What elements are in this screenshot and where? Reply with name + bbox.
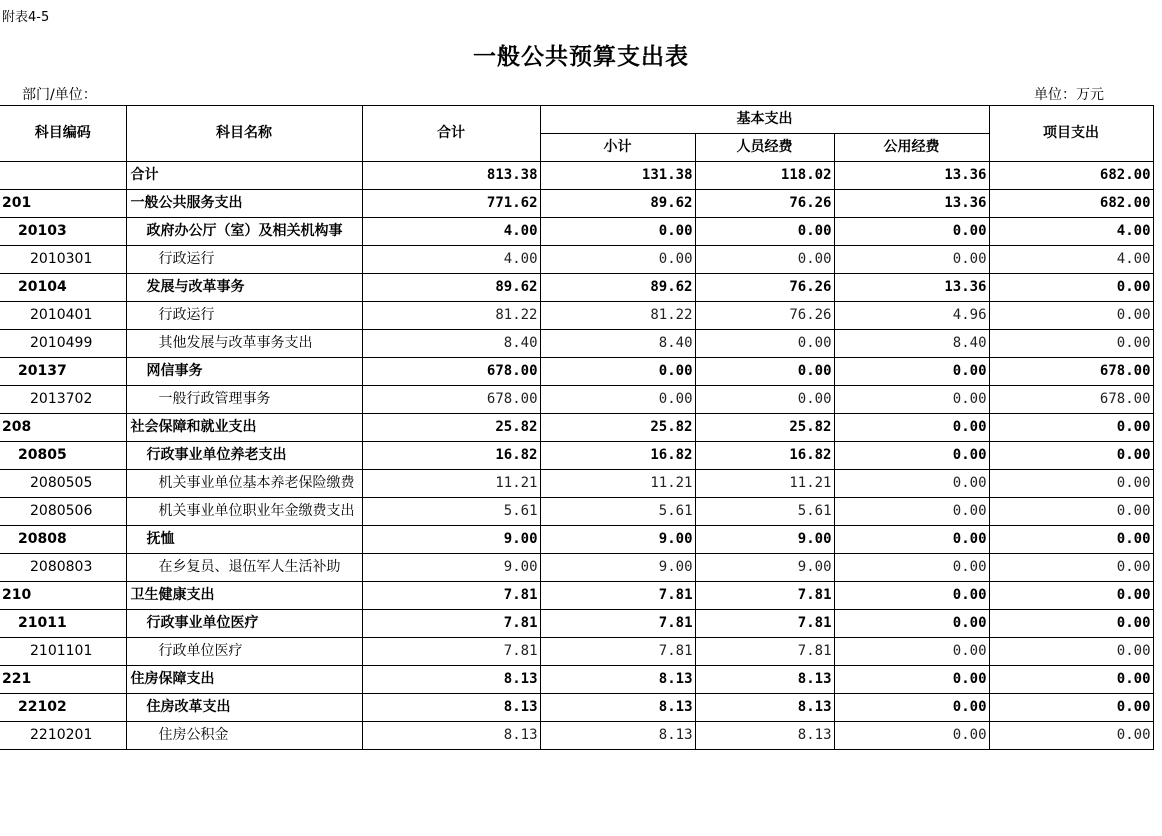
table-row (0, 526, 1153, 554)
cell-subtotal: 0.00 (540, 218, 695, 246)
cell-total: 813.38 (362, 162, 540, 190)
cell-personnel: 76.26 (695, 274, 834, 302)
cell-project: 682.00 (989, 190, 1153, 218)
cell-personnel: 8.13 (695, 694, 834, 722)
cell-public: 0.00 (834, 638, 989, 666)
table-row (0, 330, 1153, 358)
cell-project: 0.00 (989, 330, 1153, 358)
header-public: 公用经费 (834, 134, 989, 162)
table-body (0, 162, 1153, 750)
cell-total: 7.81 (362, 582, 540, 610)
cell-code: 20104 (0, 274, 126, 302)
cell-project: 678.00 (989, 386, 1153, 414)
cell-name: 一般行政管理事务 (126, 386, 362, 414)
cell-total: 4.00 (362, 218, 540, 246)
cell-subtotal: 25.82 (540, 414, 695, 442)
cell-subtotal: 7.81 (540, 582, 695, 610)
cell-project: 0.00 (989, 302, 1153, 330)
cell-project: 0.00 (989, 722, 1153, 750)
cell-personnel: 118.02 (695, 162, 834, 190)
header-total: 合计 (362, 106, 540, 162)
cell-name: 在乡复员、退伍军人生活补助 (126, 554, 362, 582)
cell-name: 行政事业单位养老支出 (126, 442, 362, 470)
cell-code: 210 (0, 582, 126, 610)
cell-total: 7.81 (362, 610, 540, 638)
cell-subtotal: 131.38 (540, 162, 695, 190)
cell-public: 0.00 (834, 554, 989, 582)
cell-code: 2010401 (0, 302, 126, 330)
cell-total: 4.00 (362, 246, 540, 274)
cell-public: 0.00 (834, 386, 989, 414)
table-row (0, 666, 1153, 694)
cell-public: 0.00 (834, 694, 989, 722)
cell-total: 8.13 (362, 722, 540, 750)
cell-name: 其他发展与改革事务支出 (126, 330, 362, 358)
cell-project: 0.00 (989, 414, 1153, 442)
table-row (0, 442, 1153, 470)
cell-total: 81.22 (362, 302, 540, 330)
cell-name: 住房改革支出 (126, 694, 362, 722)
cell-personnel: 76.26 (695, 302, 834, 330)
table-row (0, 498, 1153, 526)
cell-personnel: 7.81 (695, 582, 834, 610)
cell-project: 678.00 (989, 358, 1153, 386)
cell-subtotal: 9.00 (540, 554, 695, 582)
cell-subtotal: 11.21 (540, 470, 695, 498)
cell-subtotal: 89.62 (540, 190, 695, 218)
cell-personnel: 0.00 (695, 386, 834, 414)
dept-label: 部门/单位： (22, 87, 97, 103)
cell-name: 行政运行 (126, 302, 362, 330)
cell-subtotal: 9.00 (540, 526, 695, 554)
cell-public: 8.40 (834, 330, 989, 358)
cell-project: 682.00 (989, 162, 1153, 190)
cell-personnel: 9.00 (695, 526, 834, 554)
cell-total: 678.00 (362, 386, 540, 414)
cell-public: 13.36 (834, 274, 989, 302)
cell-subtotal: 0.00 (540, 358, 695, 386)
table-row (0, 554, 1153, 582)
cell-project: 0.00 (989, 610, 1153, 638)
cell-total: 678.00 (362, 358, 540, 386)
cell-subtotal: 81.22 (540, 302, 695, 330)
budget-table (0, 105, 1154, 750)
cell-project: 0.00 (989, 526, 1153, 554)
cell-subtotal: 7.81 (540, 638, 695, 666)
cell-public: 4.96 (834, 302, 989, 330)
cell-name: 机关事业单位基本养老保险缴费 (126, 470, 362, 498)
cell-personnel: 0.00 (695, 358, 834, 386)
cell-project: 0.00 (989, 694, 1153, 722)
cell-code: 2010499 (0, 330, 126, 358)
cell-code: 21011 (0, 610, 126, 638)
cell-total: 16.82 (362, 442, 540, 470)
cell-total: 11.21 (362, 470, 540, 498)
table-row (0, 358, 1153, 386)
cell-public: 0.00 (834, 442, 989, 470)
cell-subtotal: 8.40 (540, 330, 695, 358)
cell-name: 合计 (126, 162, 362, 190)
cell-subtotal: 7.81 (540, 610, 695, 638)
table-row (0, 190, 1153, 218)
cell-project: 0.00 (989, 274, 1153, 302)
cell-code: 20103 (0, 218, 126, 246)
table-row (0, 582, 1153, 610)
cell-code: 2013702 (0, 386, 126, 414)
cell-name: 住房保障支出 (126, 666, 362, 694)
header-personnel: 人员经费 (695, 134, 834, 162)
cell-subtotal: 16.82 (540, 442, 695, 470)
cell-subtotal: 8.13 (540, 722, 695, 750)
cell-personnel: 5.61 (695, 498, 834, 526)
cell-name: 发展与改革事务 (126, 274, 362, 302)
cell-subtotal: 89.62 (540, 274, 695, 302)
table-row (0, 162, 1153, 190)
table-row (0, 722, 1153, 750)
table-row (0, 610, 1153, 638)
cell-personnel: 0.00 (695, 218, 834, 246)
cell-public: 0.00 (834, 722, 989, 750)
cell-personnel: 9.00 (695, 554, 834, 582)
cell-subtotal: 8.13 (540, 666, 695, 694)
annex-label: 附表4-5 (2, 10, 50, 25)
cell-code: 2080803 (0, 554, 126, 582)
cell-personnel: 8.13 (695, 666, 834, 694)
cell-total: 89.62 (362, 274, 540, 302)
table-row (0, 302, 1153, 330)
header-name: 科目名称 (126, 106, 362, 162)
cell-project: 0.00 (989, 554, 1153, 582)
cell-total: 9.00 (362, 554, 540, 582)
cell-project: 0.00 (989, 442, 1153, 470)
cell-name: 机关事业单位职业年金缴费支出 (126, 498, 362, 526)
cell-name: 卫生健康支出 (126, 582, 362, 610)
cell-code: 22102 (0, 694, 126, 722)
cell-subtotal: 5.61 (540, 498, 695, 526)
cell-project: 4.00 (989, 218, 1153, 246)
cell-name: 行政单位医疗 (126, 638, 362, 666)
cell-code: 20137 (0, 358, 126, 386)
cell-name: 抚恤 (126, 526, 362, 554)
cell-code: 20805 (0, 442, 126, 470)
cell-code: 2210201 (0, 722, 126, 750)
table-row (0, 414, 1153, 442)
cell-public: 0.00 (834, 414, 989, 442)
cell-name: 住房公积金 (126, 722, 362, 750)
cell-personnel: 16.82 (695, 442, 834, 470)
cell-total: 8.13 (362, 666, 540, 694)
cell-personnel: 0.00 (695, 246, 834, 274)
cell-name: 政府办公厅（室）及相关机构事 (126, 218, 362, 246)
cell-personnel: 7.81 (695, 610, 834, 638)
cell-code: 2080506 (0, 498, 126, 526)
cell-project: 4.00 (989, 246, 1153, 274)
cell-project: 0.00 (989, 638, 1153, 666)
cell-code: 201 (0, 190, 126, 218)
cell-public: 0.00 (834, 610, 989, 638)
table-row (0, 470, 1153, 498)
unit-label: 单位：万元 (1034, 87, 1104, 103)
cell-public: 0.00 (834, 666, 989, 694)
cell-public: 0.00 (834, 246, 989, 274)
table-row (0, 218, 1153, 246)
cell-total: 5.61 (362, 498, 540, 526)
cell-code: 221 (0, 666, 126, 694)
cell-subtotal: 0.00 (540, 386, 695, 414)
table-row (0, 638, 1153, 666)
cell-public: 0.00 (834, 526, 989, 554)
cell-public: 0.00 (834, 218, 989, 246)
cell-public: 13.36 (834, 190, 989, 218)
cell-subtotal: 8.13 (540, 694, 695, 722)
cell-name: 网信事务 (126, 358, 362, 386)
cell-code: 2010301 (0, 246, 126, 274)
cell-total: 25.82 (362, 414, 540, 442)
table-row (0, 246, 1153, 274)
cell-project: 0.00 (989, 498, 1153, 526)
cell-code: 208 (0, 414, 126, 442)
cell-personnel: 11.21 (695, 470, 834, 498)
cell-public: 0.00 (834, 358, 989, 386)
header-code: 科目编码 (0, 106, 126, 162)
cell-code: 2101101 (0, 638, 126, 666)
cell-name: 社会保障和就业支出 (126, 414, 362, 442)
cell-public: 0.00 (834, 470, 989, 498)
cell-total: 9.00 (362, 526, 540, 554)
table-row (0, 274, 1153, 302)
cell-personnel: 25.82 (695, 414, 834, 442)
cell-subtotal: 0.00 (540, 246, 695, 274)
cell-public: 0.00 (834, 498, 989, 526)
cell-name: 行政运行 (126, 246, 362, 274)
cell-code: 2080505 (0, 470, 126, 498)
cell-personnel: 0.00 (695, 330, 834, 358)
cell-total: 8.40 (362, 330, 540, 358)
header-subtotal: 小计 (540, 134, 695, 162)
header-project: 项目支出 (989, 106, 1153, 162)
cell-personnel: 8.13 (695, 722, 834, 750)
cell-project: 0.00 (989, 582, 1153, 610)
header-basic: 基本支出 (540, 106, 989, 134)
cell-project: 0.00 (989, 470, 1153, 498)
cell-personnel: 7.81 (695, 638, 834, 666)
cell-public: 13.36 (834, 162, 989, 190)
cell-code: 20808 (0, 526, 126, 554)
cell-total: 8.13 (362, 694, 540, 722)
table-row (0, 694, 1153, 722)
cell-name: 行政事业单位医疗 (126, 610, 362, 638)
cell-project: 0.00 (989, 666, 1153, 694)
table-row (0, 386, 1153, 414)
cell-name: 一般公共服务支出 (126, 190, 362, 218)
cell-public: 0.00 (834, 582, 989, 610)
cell-code (0, 162, 126, 190)
cell-total: 771.62 (362, 190, 540, 218)
cell-total: 7.81 (362, 638, 540, 666)
page-title: 一般公共预算支出表 (473, 44, 689, 70)
cell-personnel: 76.26 (695, 190, 834, 218)
